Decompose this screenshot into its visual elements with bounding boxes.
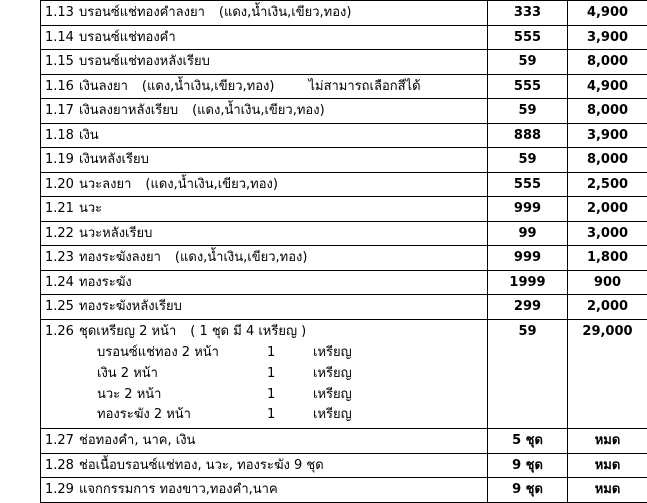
sub-item-unit: เหรียญ <box>313 405 393 426</box>
table-row <box>41 123 647 148</box>
table-row <box>41 74 647 99</box>
table-row <box>41 478 647 503</box>
sub-item-count: 1 <box>267 405 313 426</box>
row-desc-text: ทองระฆัง <box>79 275 132 290</box>
row-desc-text: แจกกรรมการ ทองขาว,ทองคำ,นาค <box>79 482 278 497</box>
row-desc-extra: (แดง,น้ำเงิน,เขียว,ทอง) <box>192 103 325 118</box>
row-desc-text: นวะ <box>79 201 102 216</box>
price-table <box>40 0 647 503</box>
row-quantity: 9 ชุด <box>488 453 568 478</box>
row-price: 2,500 <box>568 172 647 197</box>
row-price: หมด <box>568 478 647 503</box>
row-price: 8,000 <box>568 99 647 124</box>
row-description <box>41 172 488 197</box>
table-row <box>41 197 647 222</box>
row-quantity: 333 <box>488 1 568 26</box>
row-desc-text: เงินลงยา <box>79 79 128 94</box>
row-index: 1.13 <box>45 3 79 23</box>
row-description <box>41 1 488 26</box>
row-desc-text: เงินหลังเรียบ <box>79 152 149 167</box>
row-quantity: 5 ชุด <box>488 429 568 454</box>
row-description <box>41 319 488 429</box>
row-desc-text: นวะลงยา <box>79 177 131 192</box>
sub-item-name: บรอนซ์แช่ทอง 2 หน้า <box>97 343 267 364</box>
row-quantity: 59 <box>488 50 568 75</box>
row-index: 1.20 <box>45 175 79 195</box>
row-description <box>41 270 488 295</box>
list-item <box>45 405 483 426</box>
row-price: หมด <box>568 429 647 454</box>
row-description <box>41 50 488 75</box>
row-description <box>41 123 488 148</box>
row-price: 1,800 <box>568 246 647 271</box>
table-row <box>41 429 647 454</box>
table-row <box>41 172 647 197</box>
sub-item-name: เงิน 2 หน้า <box>97 364 267 385</box>
price-table-body <box>41 1 647 503</box>
row-desc-text: นวะหลังเรียบ <box>79 226 152 241</box>
row-quantity: 555 <box>488 25 568 50</box>
row-desc-text: ช่อเนื้อบรอนซ์แช่ทอง, นวะ, ทองระฆัง 9 ชุด <box>79 458 324 473</box>
row-index: 1.26 <box>45 322 79 342</box>
sub-item-unit: เหรียญ <box>313 385 393 406</box>
row-desc-text: ช่อทองคำ, นาค, เงิน <box>79 433 195 448</box>
row-quantity: 555 <box>488 172 568 197</box>
sub-item-count: 1 <box>267 385 313 406</box>
table-row <box>41 295 647 320</box>
table-row <box>41 246 647 271</box>
row-desc-text: ชุดเหรียญ 2 หน้า <box>79 324 176 339</box>
row-description <box>41 478 488 503</box>
sub-item-unit: เหรียญ <box>313 364 393 385</box>
row-quantity: 888 <box>488 123 568 148</box>
row-desc-text: เงิน <box>79 128 99 143</box>
sub-item-unit: เหรียญ <box>313 343 393 364</box>
row-price: 3,000 <box>568 221 647 246</box>
table-row <box>41 453 647 478</box>
row-quantity: 59 <box>488 99 568 124</box>
row-description <box>41 429 488 454</box>
row-index: 1.15 <box>45 52 79 72</box>
row-price: 29,000 <box>568 319 647 429</box>
row-quantity: 59 <box>488 319 568 429</box>
row-desc-text: บรอนซ์แช่ทองคำ <box>79 30 176 45</box>
row-desc-text: เงินลงยาหลังเรียบ <box>79 103 178 118</box>
row-quantity: 59 <box>488 148 568 173</box>
list-item <box>45 343 483 364</box>
row-quantity: 555 <box>488 74 568 99</box>
bundle-title-line <box>45 322 483 342</box>
row-index: 1.23 <box>45 248 79 268</box>
table-row <box>41 148 647 173</box>
bundle-sub-items <box>45 343 483 426</box>
row-price: 3,900 <box>568 123 647 148</box>
row-price: 900 <box>568 270 647 295</box>
row-index: 1.29 <box>45 480 79 500</box>
row-desc-extra: (แดง,น้ำเงิน,เขียว,ทอง) <box>145 177 278 192</box>
row-price: หมด <box>568 453 647 478</box>
row-quantity: 1999 <box>488 270 568 295</box>
row-desc-extra: (แดง,น้ำเงิน,เขียว,ทอง) <box>219 5 352 20</box>
row-description <box>41 221 488 246</box>
row-price: 3,900 <box>568 25 647 50</box>
row-description <box>41 25 488 50</box>
row-description <box>41 246 488 271</box>
row-index: 1.14 <box>45 28 79 48</box>
row-price: 2,000 <box>568 197 647 222</box>
table-row <box>41 270 647 295</box>
row-price: 2,000 <box>568 295 647 320</box>
row-index: 1.18 <box>45 126 79 146</box>
row-description <box>41 99 488 124</box>
row-quantity: 99 <box>488 221 568 246</box>
row-description <box>41 148 488 173</box>
row-price: 4,900 <box>568 74 647 99</box>
row-price: 8,000 <box>568 50 647 75</box>
table-row <box>41 99 647 124</box>
sub-item-name: นวะ 2 หน้า <box>97 385 267 406</box>
row-index: 1.24 <box>45 273 79 293</box>
row-index: 1.17 <box>45 101 79 121</box>
list-item <box>45 364 483 385</box>
row-quantity: 299 <box>488 295 568 320</box>
table-row <box>41 50 647 75</box>
row-desc-text: ทองระฆังหลังเรียบ <box>79 299 182 314</box>
row-description <box>41 295 488 320</box>
row-description <box>41 74 488 99</box>
row-quantity: 999 <box>488 197 568 222</box>
row-quantity: 9 ชุด <box>488 478 568 503</box>
row-desc-note: ไม่สามารถเลือกสีได้ <box>308 79 420 94</box>
table-row-bundle <box>41 319 647 429</box>
sub-item-count: 1 <box>267 343 313 364</box>
row-price: 4,900 <box>568 1 647 26</box>
sub-item-name: ทองระฆัง 2 หน้า <box>97 405 267 426</box>
row-index: 1.27 <box>45 431 79 451</box>
row-desc-extra: (แดง,น้ำเงิน,เขียว,ทอง) <box>175 250 308 265</box>
table-row <box>41 25 647 50</box>
row-index: 1.25 <box>45 297 79 317</box>
row-price: 8,000 <box>568 148 647 173</box>
row-description <box>41 197 488 222</box>
row-quantity: 999 <box>488 246 568 271</box>
row-index: 1.19 <box>45 150 79 170</box>
row-desc-extra: (แดง,น้ำเงิน,เขียว,ทอง) <box>142 79 275 94</box>
row-index: 1.28 <box>45 456 79 476</box>
sub-item-count: 1 <box>267 364 313 385</box>
row-desc-text: บรอนซ์แช่ทองคำลงยา <box>79 5 205 20</box>
list-item <box>45 385 483 406</box>
row-index: 1.16 <box>45 77 79 97</box>
row-desc-text: ทองระฆังลงยา <box>79 250 161 265</box>
row-desc-extra: ( 1 ชุด มี 4 เหรียญ ) <box>190 324 306 339</box>
row-desc-text: บรอนซ์แช่ทองหลังเรียบ <box>79 54 210 69</box>
row-description <box>41 453 488 478</box>
table-row <box>41 1 647 26</box>
row-index: 1.22 <box>45 224 79 244</box>
row-index: 1.21 <box>45 199 79 219</box>
table-row <box>41 221 647 246</box>
